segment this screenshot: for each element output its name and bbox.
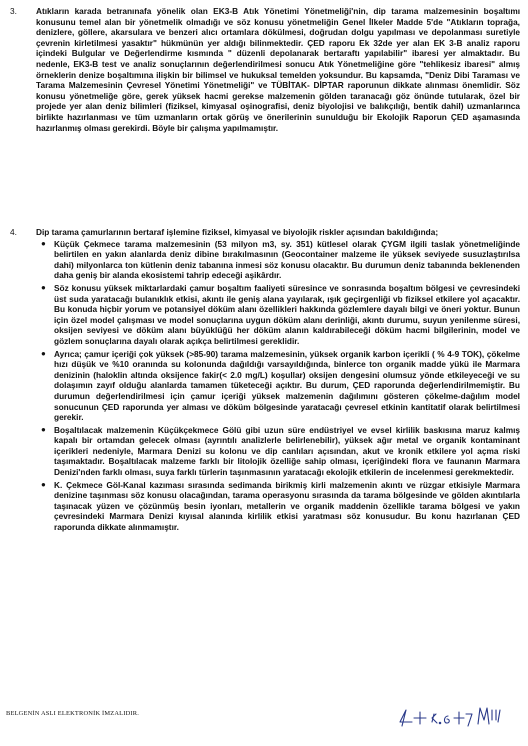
item-3: [10, 6, 520, 133]
list-item: [41, 479, 520, 533]
bullet-list: [36, 239, 520, 533]
list-item: [41, 348, 520, 423]
list-item-text: Boşaltılacak malzemenin Küçükçekmece Gölü gibi uzun süre endüstriyel ve evsel kirlilik baskısına maruz kalmış kapalı bir ortamdan gelecek olması (ayrıntılı analizlerle belirlenebilir), yüksek ağır metal ve organik kontaminant içerikleri nedeniyle, Marmara Denizi su kolonu ve dip canlıları açısından, akut ve kronik etkilere yol açma riski taşımaktadır. Boşaltılacak malzeme farklı bir litolojik özelliğe sahip olması, içeriğindeki flora ve faunanın Marmara Denizi'nden farklı olması, suya farklı türlerin taşınmasının yaratacağı ekolojik etkilerin de incelenmesi gerekmektedir.: [54, 424, 520, 478]
item-body: [36, 227, 520, 533]
signature-drawing: [396, 696, 516, 738]
paragraph: Dip tarama çamurlarının bertaraf işlemine fiziksel, kimyasal ve biyolojik riskler açısından bakıldığında;: [36, 227, 439, 237]
list-item: [41, 424, 520, 478]
bullet-icon: ●: [41, 348, 46, 358]
item-number: 3.: [10, 6, 17, 16]
list-item: [41, 282, 520, 347]
list-item-text: Söz konusu yüksek miktarlardaki çamur boşaltım faaliyeti süresince ve sonrasında boşaltım bölgesi ve çevresindeki üst suda yaratacağı bulanıklık etkisi, akıntı ile geniş alana yayılarak, ışık geçirgenliği vb fiziksel etkilere yol açacaktır. Bu konuda hiçbir yorum ve potansiyel döküm alanı özellikleri hakkında gözlemlere dayalı bilgi ve öneri yoktur. Bunun için özel model çalışması ve model sonuçlarına uygun döküm alanı derinliği, akıntı durumu, suyun yenilenme süresi, oksijen seviyesi ve döküm alanı büyüklüğü her döküm alanın kaldırabileceği döküm hacmi bilgilerinin, model ve gözlem sonuçlarına dayalı olarak açıkça belirtilmesi gereklidir.: [54, 282, 520, 346]
item-body: [36, 6, 520, 133]
item-number: 4.: [10, 227, 17, 237]
footer-note: BELGENİN ASLI ELEKTRONİK İMZALIDIR.: [6, 710, 140, 717]
handwritten-signature: [396, 696, 516, 738]
bullet-icon: ●: [41, 479, 46, 489]
paragraph: Atıkların karada betranınafa yönelik olan EK3-B Atık Yönetimi Yönetmeliği'nin, dip tarama malzemesinin boşaltımı konusunu temel alan bir yönetmelik olmadığı ve söz konusu yönetmeliğin Genel İlkeler Madde 5'de "Atıkların toprağa, denizlere, göllere, akarsulara ve benzeri alıcı ortamlara dökülmesi, doğrudan dolgu yapılması ve depolanması suretiyle çevrenin kirletilmesi yasaktır" hükmünün yer aldığı bilinmektedir. ÇED raporu Ek 32de yer alan EK 3-B analiz raporu içindeki Bulgular ve Değerlendirme kısmında " düzenli depolanarak bertaraftı yapılabilir" ibaresi yer almaktadır. Bu nedenle, EK3-B test ve analiz sonuçlarının değerlendirilmesi sonucu Atık Yönetmeliğine göre "tehlikesiz ibaresi" almış örneklerin denize boşaltımına ilişkin bir bilimsel ve hukuksal temelden yoksundur. Bu kapsamda, "Deniz Dibi Taraması ve Tarama Malzemesinin Çevresel Yönetimi Yönetmeliği" ve TÜBİTAK- DİPTAR raporunun dikkate alınması önemlidir. Söz konusu yönetmeliğe göre, gerek yüksek hacmi gerekse malzemenin gölden taranacağı göz önünde tutularak, özel bir projede yer alan deniz bilimleri (fiziksel, kimyasal oşinografisi, deniz biyolojisi ve balıkçılığı, bentik dahil) uzmanlarınca birlikte hazırlanması ve tüm uzmanların ortak görüş ve önerilerinin sunulduğu bir Ekolojik Raporun ÇED aşamasında hazırlanmış olması gerekirdi. Böyle bir çalışma yapılmamıştır.: [36, 6, 520, 133]
bullet-icon: ●: [41, 282, 46, 292]
list-item-text: Küçük Çekmece tarama malzemesinin (53 milyon m3, sy. 351) kütlesel olarak ÇYGM ilgili taslak yönetmeliğinde belirtilen en yakın alanlarda deniz dibine bırakılmasının (Geocontainer malzeme ile yüksek seviyede susuzlaştırılsa dahi) milyonlarca ton kütlenin deniz tabanına inmesi söz konusu olacaktır. Bu durumun deniz tabanında beklenenden daha geniş bir alanda ekosistemi tahrip edeceği aşikârdır.: [54, 238, 520, 281]
list-item-text: K. Çekmece Göl-Kanal kazıması sırasında sedimanda birikmiş kirli malzemenin akıntı ve rüzgar etkisiyle Marmara denizine taşınması söz konusu olacağından, tarama operasyonu sırasında da tarama bölgesinde ve gölden akıntılarla taşınacak yüzen ve çözünmüş besin iyonları, metallerin ve organik maddenin özellikle tarama bölgesi ve yakın çevresindeki Marmara Denizi kıyısal alanında kirlilik etkisi yaratması söz konusudur. Bu konu hazırlanan ÇED raporunda dikkate alınmamıştır.: [54, 479, 520, 533]
bullet-icon: ●: [41, 424, 46, 434]
item-4: [10, 227, 520, 535]
list-item-text: Ayrıca; çamur içeriği çok yüksek (>85-90) tarama malzemesinin, yüksek organik karbon içerikli ( % 4-9 TOK), çökelme hızı düşük ve %10 oranında su kolonunda dağıldığı varsayıldığında, binlerce ton organik madde yükü ile Marmara denizinin (haloklin altında oksijence fakir(< 2.0 mg/L) koşullar) oksijen dengesini olumsuz yönde etkileyeceği ve su dolaşımın zayıf olduğu alanlarda tamamen tüketeceği açıktır. Bu durum, ÇED raporunda değerlendirilmemiştir. Bu durumun değerlendirilmesi için çamur içeriği yüksek malzemenin dağılımını gösteren çökelme-dağılım model sonucunun ÇED raporunda yer alması ve döküm bölgesinde yaratacağı çevresel etkinin kantitatif olarak belirtilmesi gerekir.: [54, 348, 520, 423]
list-item: [41, 238, 520, 281]
bullet-icon: ●: [41, 238, 46, 248]
